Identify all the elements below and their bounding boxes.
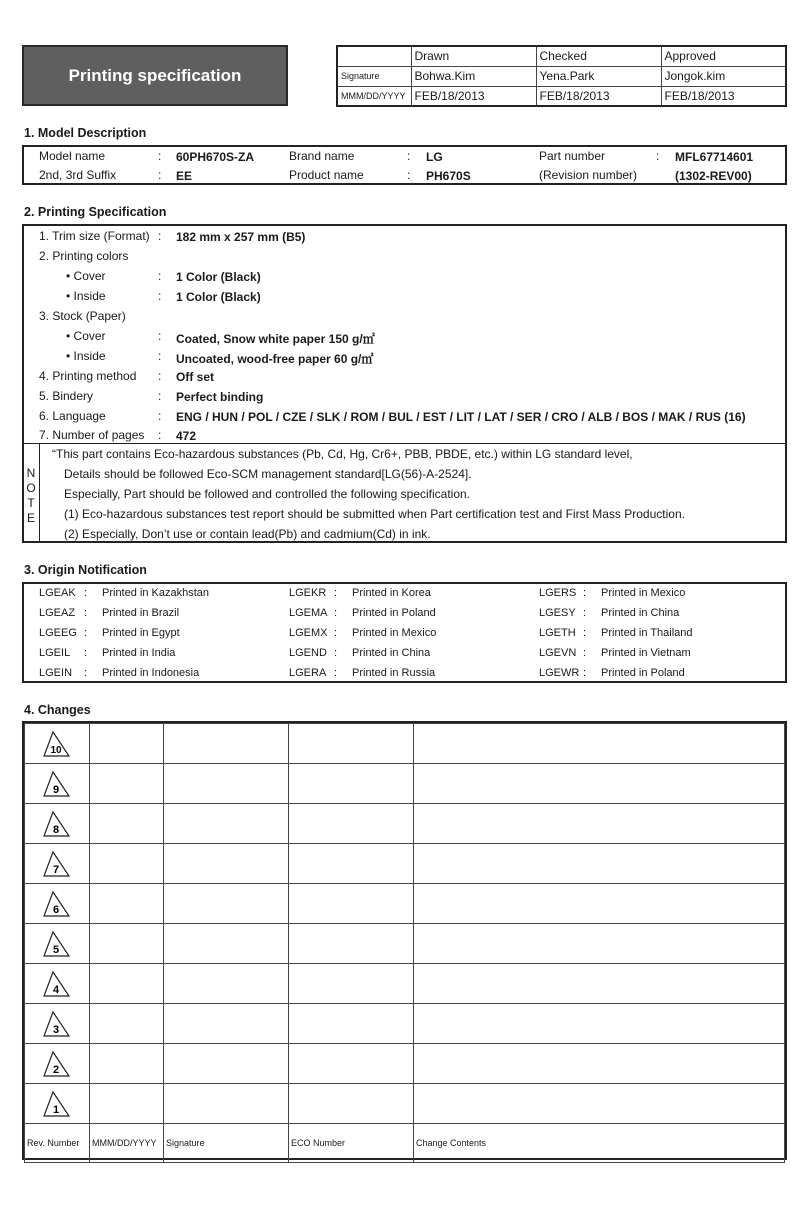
revision-triangle-icon	[41, 890, 71, 918]
change-cell	[414, 924, 785, 964]
brand-name-value: LG	[426, 150, 443, 164]
suffix-value: EE	[176, 169, 193, 183]
date-header: MMM/DD/YYYY	[90, 1124, 164, 1163]
change-cell	[90, 804, 164, 844]
origin-code: LGEAK	[39, 587, 76, 599]
change-cell	[90, 1044, 164, 1084]
revision-cell	[25, 1084, 90, 1124]
model-name-label: Model name	[39, 149, 106, 163]
change-cell	[164, 1004, 289, 1044]
change-cell	[164, 764, 289, 804]
origin-country: Printed in Mexico	[352, 627, 437, 639]
revision-label: (Revision number)	[539, 168, 638, 182]
revision-number: 3	[52, 1023, 60, 1036]
origin-country: Printed in Kazakhstan	[102, 587, 210, 599]
change-cell	[164, 1084, 289, 1124]
revision-number: 7	[52, 863, 60, 876]
note-line: Especially, Part should be followed and controlled the following specification.	[64, 487, 471, 501]
revision-number: 4	[52, 983, 60, 996]
revision-row	[25, 724, 785, 764]
origin-section-title: 3. Origin Notification	[24, 563, 147, 577]
approved-date: FEB/18/2013	[661, 86, 786, 106]
change-cell	[90, 964, 164, 1004]
revision-cell	[25, 1004, 90, 1044]
suffix-label: 2nd, 3rd Suffix	[39, 168, 117, 182]
part-number-value: MFL67714601	[675, 150, 754, 164]
origin-code: LGETH	[539, 627, 576, 639]
colors-cover-label: • Cover	[66, 269, 106, 283]
origin-country: Printed in India	[102, 647, 176, 659]
printing-method-value: Off set	[176, 370, 215, 384]
checked-date: FEB/18/2013	[536, 86, 661, 106]
drawn-signature: Bohwa.Kim	[411, 66, 536, 86]
origin-box	[22, 582, 787, 683]
change-cell	[414, 1044, 785, 1084]
stock-label: 3. Stock (Paper)	[39, 309, 126, 323]
note-letter: T	[27, 496, 35, 510]
colon: :	[334, 647, 338, 659]
note-letter: O	[26, 481, 36, 495]
origin-code: LGEEG	[39, 627, 77, 639]
revision-row	[25, 1004, 785, 1044]
revision-row	[25, 844, 785, 884]
checked-header: Checked	[536, 46, 661, 66]
product-name-value: PH670S	[426, 169, 471, 183]
stock-cover-value: Coated, Snow white paper 150 g/㎡	[176, 332, 375, 346]
colon: :	[158, 409, 162, 423]
colon: :	[158, 269, 162, 283]
change-cell	[289, 1084, 414, 1124]
change-cell	[289, 1004, 414, 1044]
colon: :	[158, 349, 162, 363]
colon: :	[334, 667, 338, 679]
eco-number-header: ECO Number	[289, 1124, 414, 1163]
signature-label: Signature	[337, 66, 411, 86]
stock-cover-label: • Cover	[66, 329, 106, 343]
model-name-value: 60PH670S-ZA	[176, 150, 255, 164]
change-cell	[289, 924, 414, 964]
colors-inside-label: • Inside	[66, 289, 106, 303]
origin-country: Printed in Indonesia	[102, 667, 200, 679]
colon: :	[407, 149, 411, 163]
revision-triangle-icon	[41, 730, 71, 758]
change-cell	[90, 884, 164, 924]
revision-triangle-icon	[41, 810, 71, 838]
change-cell	[414, 1084, 785, 1124]
revision-number: 2	[52, 1063, 60, 1076]
drawn-header: Drawn	[411, 46, 536, 66]
origin-code: LGEND	[289, 647, 327, 659]
printing-box	[22, 224, 787, 543]
change-cell	[289, 884, 414, 924]
origin-country: Printed in Mexico	[601, 587, 686, 599]
changes-section-title: 4. Changes	[24, 703, 91, 717]
origin-country: Printed in Vietnam	[601, 647, 691, 659]
colon: :	[84, 667, 88, 679]
origin-country: Printed in China	[352, 647, 431, 659]
revision-triangle-icon	[41, 930, 71, 958]
revision-row	[25, 1084, 785, 1124]
change-cell	[414, 724, 785, 764]
bindery-label: 5. Bindery	[39, 389, 94, 403]
colon: :	[158, 229, 162, 243]
colon: :	[84, 587, 88, 599]
revision-row	[25, 1044, 785, 1084]
brand-name-label: Brand name	[289, 149, 355, 163]
origin-code: LGEMA	[289, 607, 328, 619]
origin-code: LGERS	[539, 587, 577, 599]
changes-table	[22, 721, 787, 1160]
origin-code: LGEMX	[289, 627, 328, 639]
change-cell	[164, 724, 289, 764]
revision-cell	[25, 1044, 90, 1084]
colon: :	[334, 587, 338, 599]
date-label: MMM/DD/YYYY	[337, 86, 411, 106]
change-cell	[164, 804, 289, 844]
origin-code: LGERA	[289, 667, 327, 679]
revision-row	[25, 804, 785, 844]
colon: :	[158, 428, 162, 442]
change-cell	[289, 844, 414, 884]
note-line: (2) Especially, Don’t use or contain lead(Pb) and cadmium(Cd) in ink.	[64, 527, 431, 541]
note-letter: E	[26, 511, 35, 525]
colon: :	[334, 607, 338, 619]
origin-country: Printed in China	[601, 607, 680, 619]
origin-country: Printed in Egypt	[102, 627, 180, 639]
sig-empty-cell	[337, 46, 411, 66]
revision-cell	[25, 844, 90, 884]
change-cell	[90, 764, 164, 804]
origin-code: LGEIN	[39, 667, 73, 679]
change-cell	[289, 1044, 414, 1084]
model-box	[22, 145, 787, 185]
change-cell	[289, 964, 414, 1004]
revision-cell	[25, 884, 90, 924]
revision-number: 6	[52, 903, 60, 916]
change-cell	[90, 924, 164, 964]
drawn-date: FEB/18/2013	[411, 86, 536, 106]
change-cell	[414, 884, 785, 924]
bindery-value: Perfect binding	[176, 390, 264, 404]
colon: :	[84, 647, 88, 659]
colors-inside-value: 1 Color (Black)	[176, 290, 261, 304]
pages-label: 7. Number of pages	[39, 428, 145, 442]
trim-size-value: 182 mm x 257 mm (B5)	[176, 230, 306, 244]
colors-cover-value: 1 Color (Black)	[176, 270, 261, 284]
change-cell	[164, 844, 289, 884]
origin-code: LGEVN	[539, 647, 577, 659]
change-contents-header: Change Contents	[414, 1124, 785, 1163]
origin-code: LGESY	[539, 607, 576, 619]
part-number-label: Part number	[539, 149, 606, 163]
origin-country: Printed in Brazil	[102, 607, 180, 619]
note-line: (1) Eco-hazardous substances test report should be submitted when Part certification test and First Mass Production.	[64, 507, 685, 521]
revision-cell	[25, 964, 90, 1004]
note-line: Details should be followed Eco-SCM management standard[LG(56)-A-2524].	[64, 467, 472, 481]
change-cell	[414, 964, 785, 1004]
colon: :	[407, 168, 411, 182]
signature-table	[336, 45, 787, 107]
colon: :	[583, 607, 587, 619]
colon: :	[84, 627, 88, 639]
revision-row	[25, 764, 785, 804]
note-divider	[24, 443, 785, 444]
change-cell	[164, 924, 289, 964]
change-cell	[90, 724, 164, 764]
change-cell	[414, 1004, 785, 1044]
colon: :	[583, 627, 587, 639]
colon: :	[334, 627, 338, 639]
origin-country: Printed in Korea	[352, 587, 431, 599]
colon: :	[84, 607, 88, 619]
change-cell	[414, 804, 785, 844]
origin-country: Printed in Thailand	[601, 627, 693, 639]
rev-number-header: Rev. Number	[25, 1124, 90, 1163]
revision-cell	[25, 764, 90, 804]
revision-triangle-icon	[41, 1010, 71, 1038]
origin-code: LGEKR	[289, 587, 327, 599]
colon: :	[158, 149, 162, 163]
change-cell	[289, 804, 414, 844]
revision-cell	[25, 924, 90, 964]
note-strip	[24, 444, 40, 541]
origin-code: LGEIL	[39, 647, 71, 659]
approved-signature: Jongok.kim	[661, 66, 786, 86]
revision-cell	[25, 724, 90, 764]
colon: :	[158, 168, 162, 182]
stock-inside-value: Uncoated, wood-free paper 60 g/㎡	[176, 352, 374, 366]
note-line: “This part contains Eco-hazardous substances (Pb, Cd, Hg, Cr6+, PBB, PBDE, etc.) within LG standard level,	[52, 447, 633, 461]
revision-row	[25, 964, 785, 1004]
model-section-title: 1. Model Description	[24, 126, 147, 140]
change-cell	[164, 884, 289, 924]
colon: :	[583, 587, 587, 599]
revision-triangle-icon	[41, 970, 71, 998]
colon: :	[158, 369, 162, 383]
change-cell	[164, 964, 289, 1004]
colon: :	[656, 149, 660, 163]
revision-triangle-icon	[41, 1090, 71, 1118]
revision-row	[25, 924, 785, 964]
revision-number: 5	[52, 943, 60, 956]
revision-number: 9	[52, 783, 60, 796]
revision-number: 1	[52, 1103, 60, 1116]
change-cell	[414, 844, 785, 884]
revision-number: 8	[52, 823, 60, 836]
origin-country: Printed in Poland	[352, 607, 436, 619]
origin-country: Printed in Russia	[352, 667, 436, 679]
colon: :	[158, 289, 162, 303]
colon: :	[158, 389, 162, 403]
colon: :	[583, 647, 587, 659]
revision-row	[25, 884, 785, 924]
signature-header: Signature	[164, 1124, 289, 1163]
checked-signature: Yena.Park	[536, 66, 661, 86]
trim-size-label: 1. Trim size (Format)	[39, 229, 150, 243]
colon: :	[158, 329, 162, 343]
revision-triangle-icon	[41, 770, 71, 798]
printing-colors-label: 2. Printing colors	[39, 249, 129, 263]
change-cell	[90, 844, 164, 884]
change-cell	[289, 724, 414, 764]
revision-cell	[25, 804, 90, 844]
colon: :	[583, 667, 587, 679]
change-cell	[414, 764, 785, 804]
change-cell	[289, 764, 414, 804]
stock-inside-label: • Inside	[66, 349, 106, 363]
pages-value: 472	[176, 429, 197, 443]
origin-code: LGEAZ	[39, 607, 76, 619]
product-name-label: Product name	[289, 168, 364, 182]
change-cell	[164, 1044, 289, 1084]
printing-section-title: 2. Printing Specification	[24, 205, 167, 219]
note-letter: N	[26, 466, 36, 480]
printing-method-label: 4. Printing method	[39, 369, 137, 383]
revision-triangle-icon	[41, 1050, 71, 1078]
change-cell	[90, 1084, 164, 1124]
revision-number: 10	[50, 744, 62, 756]
language-value: ENG / HUN / POL / CZE / SLK / ROM / BUL / EST / LIT / LAT / SER / CRO / ALB / BOS / MAK / RUS (16)	[176, 410, 746, 424]
language-label: 6. Language	[39, 409, 106, 423]
origin-code: LGEWR	[539, 667, 580, 679]
origin-country: Printed in Poland	[601, 667, 685, 679]
revision-triangle-icon	[41, 850, 71, 878]
revision-value: (1302-REV00)	[675, 169, 752, 183]
change-cell	[90, 1004, 164, 1044]
page-title: Printing specification	[22, 45, 288, 106]
approved-header: Approved	[661, 46, 786, 66]
